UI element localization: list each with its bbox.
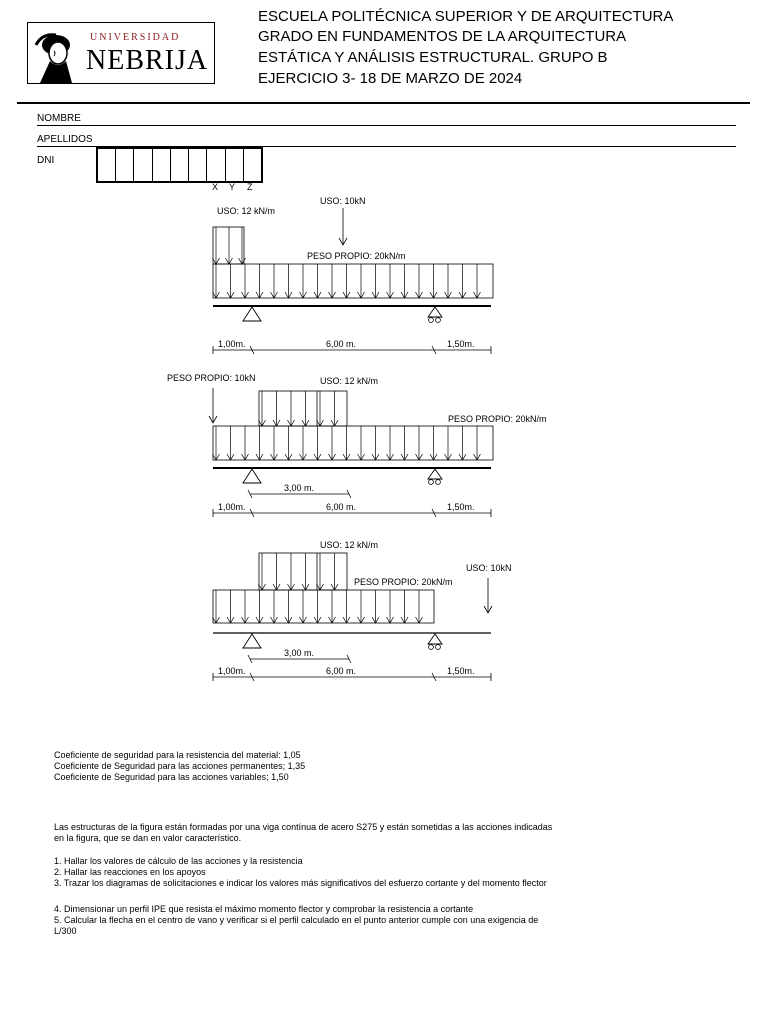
coef-permanent: Coeficiente de Seguridad para las acciones permanentes; 1,35 [54, 761, 306, 771]
nombre-label: NOMBRE [37, 113, 81, 124]
d1-roller-support [428, 307, 442, 317]
d1-dim-3: 1,50m. [447, 339, 475, 349]
d1-uso-dist-label: USO: 12 kN/m [217, 206, 276, 216]
d3-peso-label: PESO PROPIO: 20kN/m [354, 577, 453, 587]
header-line-1: ESCUELA POLITÉCNICA SUPERIOR Y DE ARQUITECTURA [258, 8, 674, 25]
d2-uso-dist-label: USO: 12 kN/m [320, 376, 379, 386]
question-1: 1. Hallar los valores de cálculo de las acciones y la resistencia [54, 856, 303, 866]
d3-peso-band [213, 590, 434, 623]
d3-sub-dim: 3,00 m. [284, 648, 315, 658]
d1-uso-point-label: USO: 10kN [320, 196, 366, 206]
d2-dim-1: 1,00m. [218, 502, 246, 512]
d2-peso-label: PESO PROPIO: 20kN/m [448, 414, 547, 424]
header-line-4: EJERCICIO 3- 18 DE MARZO DE 2024 [258, 70, 523, 87]
d3-uso-point-label: USO: 10kN [466, 563, 512, 573]
diagram-3 [213, 540, 512, 681]
header-line-3: ESTÁTICA Y ANÁLISIS ESTRUCTURAL. GRUPO B [258, 49, 608, 66]
question-4: 4. Dimensionar un perfil IPE que resista el máximo momento flector y comprobar la resistencia a cortante [54, 904, 474, 914]
dni-y-label: Y [229, 182, 236, 192]
dni-z-label: Z [247, 182, 253, 192]
d1-uso-block [213, 227, 244, 264]
coef-material: Coeficiente de seguridad para la resistencia del material: 1,05 [54, 750, 301, 760]
d2-dim-3: 1,50m. [447, 502, 475, 512]
logo-top-text: UNIVERSIDAD [90, 32, 181, 43]
d2-peso-point-label: PESO PROPIO: 10kN [167, 373, 256, 383]
statement-intro: Las estructuras de la figura están formadas por una viga contínua de acero S275 y están sometidas a las acciones indicadas en la figura, que se dan en valor característico. [54, 822, 553, 843]
d1-dim-1: 1,00m. [218, 339, 246, 349]
coef-variable: Coeficiente de Seguridad para las acciones variables; 1,50 [54, 772, 289, 782]
d3-dim-1: 1,00m. [218, 666, 246, 676]
d3-dim-3: 1,50m. [447, 666, 475, 676]
d3-dim-2: 6,00 m. [326, 666, 357, 676]
d3-roller-support [428, 634, 442, 644]
apellidos-label: APELLIDOS [37, 134, 93, 145]
d3-uso-dist-label: USO: 12 kN/m [320, 540, 379, 550]
question-5: 5. Calcular la flecha en el centro de vano y verificar si el perfil calculado en el punto anterior cumple con una exigencia de L/300 [54, 915, 539, 936]
dni-x-label: X [212, 182, 219, 192]
dni-label: DNI [37, 155, 55, 166]
d1-dim-2: 6,00 m. [326, 339, 357, 349]
d2-dim-2: 6,00 m. [326, 502, 357, 512]
d2-sub-dim: 3,00 m. [284, 483, 315, 493]
d3-uso-block [259, 553, 347, 590]
diagram-2 [167, 373, 547, 517]
header-line-2: GRADO EN FUNDAMENTOS DE LA ARQUITECTURA [258, 28, 627, 45]
logo-main-text: NEBRIJA [86, 45, 209, 76]
diagram-1 [213, 196, 494, 354]
d3-pin-support [243, 634, 261, 648]
d1-peso-label: PESO PROPIO: 20kN/m [307, 251, 406, 261]
d2-pin-support [243, 469, 261, 483]
d2-uso-block [259, 391, 347, 426]
d2-roller-support [428, 469, 442, 479]
question-2: 2. Hallar las reacciones en los apoyos [54, 867, 206, 877]
question-3: 3. Trazar los diagramas de solicitaciones e indicar los valores más significativos del esfuerzo cortante y del momento flector [54, 878, 547, 888]
d1-pin-support [243, 307, 261, 321]
